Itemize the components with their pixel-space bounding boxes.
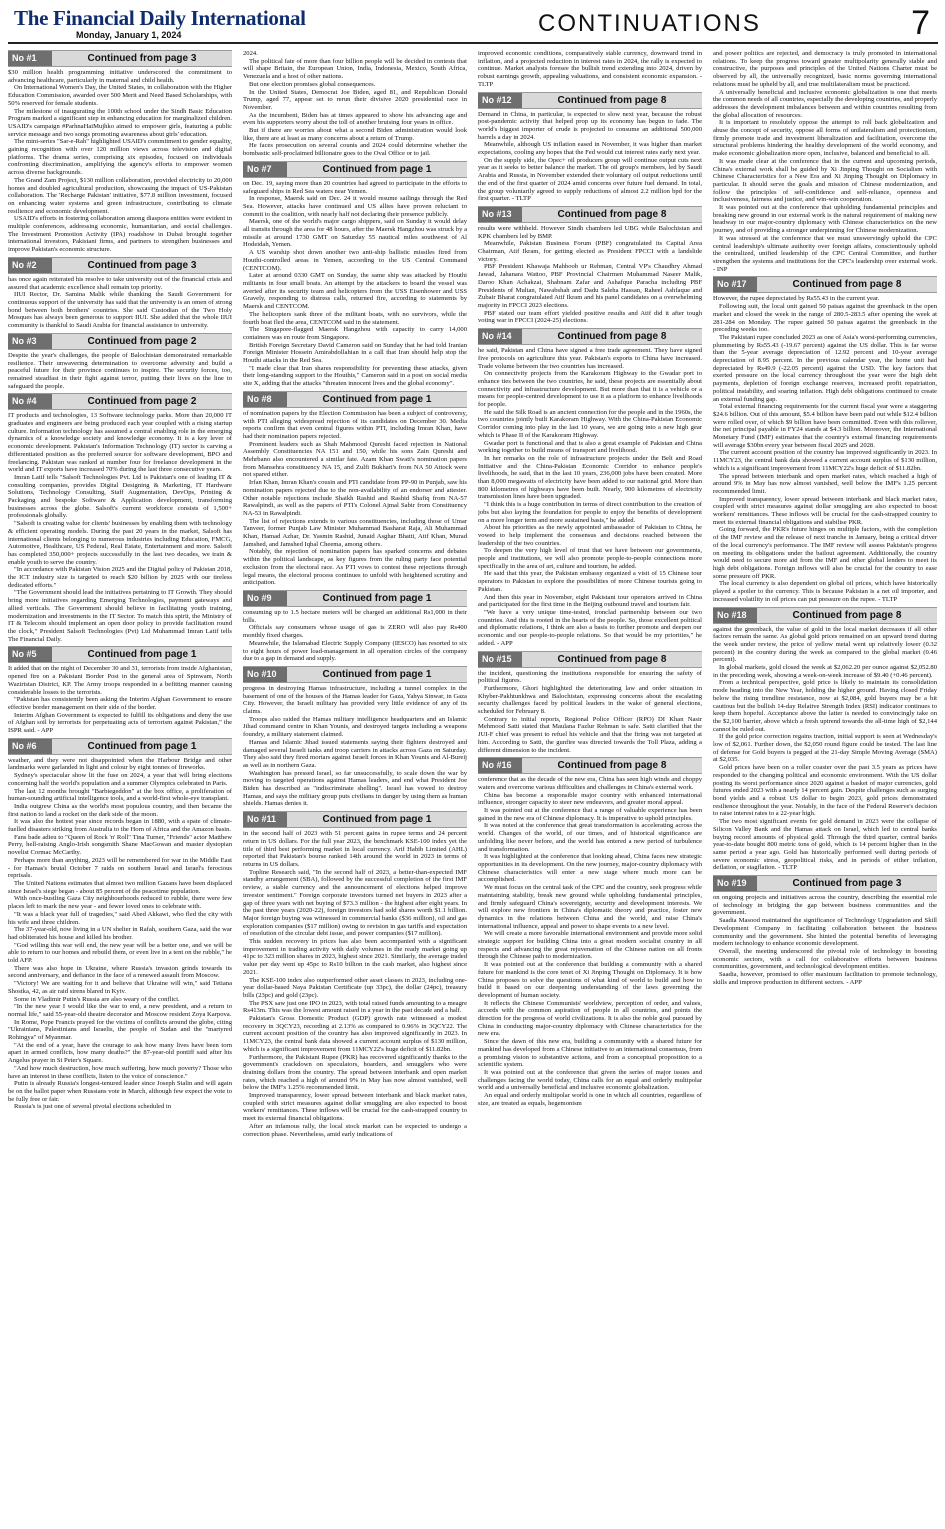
article-paragraph: With once-bustling Gaza City neighbourhoods reduced to rubble, there were few places left to mark the new year - and fewer loved ones to celebrate with. [8,895,232,911]
article-paragraph: Sydney's spectacular show lit the fuse on 2024, a year that will bring elections concerning half the world's population and a summer Olympics celebrated in Paris. [8,772,232,787]
article-paragraph: Improved transparency, lower spread between interbank and black market rates, coupled with strict measures against dollar smuggling are also expected to boost workers' remittances. These inflows will be crucial for the cash-strapped country to meet its external financial obligations and stabilise PKR. [713,495,937,526]
continued-from-label: Continued from page 1 [322,393,432,405]
article-paragraph: The helicopters sank three of the militant boats, with no survivors, while the fourth boat fled the area, CENTCOM said in the statement. [243,310,467,326]
article-number: No #15 [478,652,522,667]
article-paragraph: Going forward, the PKR's future hinges on multiple factors, with the completion of the IMF review and the release of next tranche in January, being a critical driver of the local currency's performance. The IMF review will assess Pakistan's progress on meeting its obligations under the bailout agreement. Additionally, the country would need to secure more aid from the IMF and other global lenders to meet its high debt obligations. Foreign inflows will also be crucial for the country to ease some pressure off PKR. [713,526,937,580]
article-number: No #5 [8,647,52,662]
article-paragraph: But if there are worries about what a second Biden administration would look like, there are at least as many concerns about a return of Trump. [243,127,467,142]
article-paragraph: From a technical perspective, gold price is likely to maintain its consolidation mode heading into the New Year, holding the higher ground. Having closed Friday below the rising trendline resistance, now at $2,084, gold buyers may be a bit cautious but the bullish 14-day Relative Strength Index (RSI) indicator continues to keep them hopeful. Acceptance above the latter is needed to convincingly take on the $2,100 barrier, above which a fresh uptrend towards the all-time high of $2,144 cannot be ruled out. [713,679,937,733]
article-paragraph: About his priorities as the newly appointed ambassador of Pakistan to China, he vowed to help implement the consensus and decisions reached between the leadership of the two countries. [478,524,702,547]
article-paragraph: the incident, questioning the institutions responsible for ensuring the safety of political figures. [478,669,702,685]
article-paragraph: "And how much destruction, how much suffering, how much poverty? Those who have an interest in these conflicts, listen to the voice of conscience." [8,1064,232,1080]
continued-from-label: Continued from page 8 [557,331,667,343]
article-paragraph: Despite the year's challenges, the people of Balochistan demonstrated remarkable resilience. Their unwavering determination to overcome adversity and build a peaceful future for their province continues to inspire. The security forces, too, remained steadfast in their fight against terror, putting their lives on the line to safeguard the people. [8,351,232,390]
continuation-header [478,206,702,223]
article-paragraph: on ongoing projects and initiatives across the country, describing the essential role of technology in bridging the gap between business communities and the government. [713,894,937,917]
page-number: 7 [911,4,930,42]
article-paragraph: Meanwhile, Pakistan Business Forum (PBF) congratulated its Capital Area Chairman, Atif Ikram, for getting elected as President FPCCI with a landslide victory. [478,240,702,263]
article-paragraph: The United Nations estimates that almost two million Gazans have been displaced since Israel's siege began - about 85 percent of the peacetime population. [8,879,232,895]
article-paragraph: It was stressed at the conference that we must unswervingly uphold the CPC central leadership's ultimate authority over foreign affairs, conscientiously uphold the centralized, unified leadership of the CPC Central Committee, and further strengthen the systems and institutions for the CPC's leadership over external work. - INP [713,234,937,273]
article-paragraph: "God willing this war will end, the new year will be a better one, and we will be able to return to our homes and rebuild them, or even live in a tent on the rubble," he told AFP. [8,941,232,965]
article-paragraph: The 37-year-old, now living in a UN shelter in Rafah, southern Gaza, said the war had obliterated his house and killed his brother. [8,926,232,941]
article-paragraph: progress in destroying Hamas infrastructure, including a tunnel complex in the basement of one of the houses of the Hamas leader for Gaza, Yahya Sinwar, in Gaza City. However, the Israeli military has provided very little evidence of any of its claims. [243,684,467,716]
article-paragraph: Topline Research said, "In the second half of 2023, a better-than-expected IMF standby arrangement (SBA), followed by the successful completion of the first IMF review, a stable currency and the announcement of elections helped improve investor sentiment." Foreign corporate investors turned net buyers in 2023 after a gap of three years with net buying of $73.3 million - the highest after eight years. In the past three years (2020-22), foreign investors had sold shares worth $1.1 billion. Major foreign buying was witnessed in commercial banks ($36 million), oil and gas exploration companies ($17 million) owing to revision in gas tariffs and expectation of resolution of the circular debt issue, and power companies ($17 million). [243,868,467,938]
article-paragraph: It is important to resolutely oppose the attempt to roll back globalization and abuse the concept of security, oppose all forms of unilateralism and protectionism, firmly promote trade and investment liberalization and facilitation, overcome the structural problems hindering the healthy development of the world economy, and make economic globalization more open, inclusive, balanced and beneficial to all. [713,119,937,158]
continuation-header [243,590,467,607]
article-paragraph: We will create a more favorable international environment and provide more solid strategic support for building China into a great modern socialist country in all respects and advancing the great rejuvenation of the Chinese nation on all fronts through the Chinese path to modernization. [478,930,702,961]
article-paragraph: In Rome, Pope Francis prayed for the victims of conflicts around the globe, citing "Ukrainians, Palestinians and Israelis, the people of Sudan and the "martyred Rohingya" of Myanmar. [8,1018,232,1042]
article [8,257,232,330]
continuation-header [478,651,702,668]
continued-from-label: Continued from page 1 [87,649,197,661]
masthead [8,4,938,44]
article-paragraph: Total external financing requirements for the current fiscal year were a staggering $24.6 billion. Out of this amount, $5.4 billion have been paid out while $12.4 billion were rolled over, of which $9 billion have been committed. Even with this rollover, the net principal payable in FY24 stands at $4.3 billion. Moreover, the International Monetary Fund (IMF) estimates that the country's external financing requirements will average $30bn every year between fiscal 2025 and 2028. [713,403,937,449]
continuation-header [478,92,702,109]
article-paragraph: It added that on the night of December 30 and 31, terrorists from inside Afghanistan, opened fire on a Pakistani Border Post in the general area of Spinwam, North Waziristan District, KP. The Army troops responded in a befitting manner causing considerable losses to the terrorists. [8,665,232,696]
article-paragraph: "It was a black year full of tragedies," said Abed Akkawi, who fled the city with his wife and three children. [8,910,232,926]
continued-from-label: Continued from page 3 [87,259,197,271]
continuation-header [8,646,232,663]
continuation-header [243,811,467,828]
article-paragraph: he said, Pakistan and China have signed a free trade agreement. They have signed five protocols on agriculture this year. Pakistan's exports to China have increased. Trade volume between the two countries has increased. [478,347,702,370]
article-paragraph: A US warship shot down another two anti-ship ballistic missiles fired from Houthi-controlled areas in Yemen, according to the US Central Command (CENTCOM). [243,249,467,272]
article-paragraph: Overall, the meeting underscored the pivotal role of technology in boosting economic sectors, with a call for collaborative efforts between business communities, government, and technological development entities. [713,947,937,971]
article-paragraph: Perhaps more than anything, 2023 will be remembered for war in the Middle East - for Hamas's brutal October 7 raids on southern Israel and Israel's ferocious reprisals. [8,856,232,880]
article-paragraph: "Pakistan has consistently been asking the Interim Afghan Government to ensure effective border management on their side of the border. [8,696,232,711]
article-paragraph: The two most significant events for gold demand in 2023 were the collapse of Silicon Valley Bank and the Hamas attack on Israel, which led to central banks buying record amounts of physical gold. Through the third quarter, central banks year-to-date bought 800 metric tons of gold, which is 14 percent higher than in the same period a year ago. Gold has historically performed well during periods of severe economic stress, geopolitical risks, and in periods of either inflation, deflation, or stagflation. - TLTP [713,818,937,872]
article-paragraph: The political fate of more than four billion people will be decided in contests that will shape Britain, the European Union, India, Indonesia, Mexico, South Africa, Venezuela and a host of other nations. [243,57,467,81]
article-paragraph: The current account position of the country has improved significantly in 2023. In 11MCY23, the central bank data showed a current account surplus of $130 million, which is a significant improvement from 11MCY22's huge deficit of $11.82bn. [713,449,937,472]
article-paragraph: has once again reiterated his resolve to take university out of the financial crisis and assured that academic excellence shall remain top priority. [8,275,232,291]
article-paragraph: British Foreign Secretary David Cameron said on Sunday that he had told Iranian Foreign Minister Hossein Amirabdollahian in a call that Iran should help stop the Houthi attacks in the Red Sea. [243,341,467,365]
continued-from-label: Continued from page 8 [792,279,902,291]
article-number: No #16 [478,758,522,773]
continuation-header [8,257,232,274]
article-paragraph: results were withheld. However Sindh chambers led UBG while Balochistan and KPK chambers led by BMP. [478,224,702,240]
article-paragraph: It was pointed out at the conference that given the series of major issues and challenges facing the world today, China calls for an equal and orderly multipolar world and a universally beneficial and inclusive economic globalization. [478,1068,702,1092]
article [243,50,467,158]
continuation-header [8,333,232,350]
article-paragraph: Washington has pressed Israel, so far unsuccessfully, to scale down the war by moving to targeted operations against Hamas leaders, and end what President Joe Biden has described as "indiscriminate shelling". Israel has vowed to destroy Hamas, and says the military group puts civilians in danger by using them as human shields. Hamas denies it. [243,769,467,808]
article-paragraph: The Grand Zam Project, $130 million collaboration, provided electricity to 20,000 homes and doubled agricultural production, showcasing the impact of US-Pakistan collaboration. The 'Recharge Pakistan' initiative, $77.8 million investment, focused on enhancing water systems and green infrastructure, contributing to climate resilience and economic development. [8,176,232,215]
article-number: No #13 [478,207,522,222]
article-paragraph: consuming up to 1.5 hectare meters will be charged an additional Rs1,000 in their bills. [243,609,467,624]
article [478,92,702,203]
article-paragraph: "Salsoft is creating value for clients' businesses by enabling them with technology & efficient operating models. During the past 20 years in the market, Salsoft has international clients belonging to numerous industries including Education, FMCG, Automotive, Healthcare, US Federal, Real Estate, Entertainment and more. Salsoft has completed 350,000+ projects successfully in the last two decades, we train & enable youth to serve the country. [8,520,232,566]
article [8,393,232,643]
continuation-header [8,738,232,755]
continued-from-label: Continued from page 1 [322,593,432,604]
article-paragraph: Russia's is just one of several pivotal elections scheduled in [14,1103,172,1111]
article-paragraph: on Dec. 19, saying more than 20 countries had agreed to participate in the efforts to safeguard ships in Red Sea waters near Yemen. [243,179,467,195]
continued-from-label: Continued from page 3 [792,878,902,890]
article-paragraph: In the United States, Democrat Joe Biden, aged 81, and Republican Donald Trump, aged 77, appear set to rerun their divisive 2020 presidential race in November. [243,88,467,111]
article-paragraph: of nomination papers by the Election Commission has been a subject of controversy, with PTI alleging widespread rejection of its candidates on December 30. Media reports confirm that even central figures within PTI, including Imran Khan, have had their nomination papers rejected. [243,409,467,440]
continuation-header [8,50,232,67]
article-paragraph: But one election promises global consequences. [249,80,376,88]
continued-from-label: Continued from page 8 [557,94,667,106]
article-paragraph: Contrary to initial reports, Regional Police Officer (RPO) DI Khan Nasir Mehmood Satti stated that Maulana Fazlur Rehman is safe. Satti clarified that the JUI-F chief was present to refuel his vehicle and that the firing was not targeted at him. According to Satti, the gunfire was directed towards the Toll Plaza, adding a different dimension to the incident. [478,715,702,754]
continuation-header [713,607,937,624]
article-paragraph: The Singapore-flagged Maersk Hangzhou with capacity to carry 14,000 containers was en route from Singapore. [243,326,467,341]
article-number: No #1 [8,51,52,66]
section-title: CONTINUATIONS [538,10,761,37]
continued-from-label: Continued from page 8 [557,760,667,772]
continued-from-label: Continued from page 1 [322,163,432,175]
article-paragraph: Following suit, the local unit gained 50 paisas against the greenback in the open market and closed the week in the range of 280.5-283.5 after opening the week at 281-284 on Monday. The rupee gained 50 paisas against the greenback in the preceding weeks too. [713,303,937,334]
article-paragraph: IT products and technologies, 13 Software technology parks. More than 20,000 IT graduates and engineers are being produced each year coupled with a rising startup culture. Information technology has assumed a central enabling role in the emerging dynamics of a knowledge society and knowledge economy. It is a key lever of economic development. Pakistan's Information Technology (IT) sector is carving a differentiated position as the preferred source for software development, BPO and freelancing. Pakistan was ranked at number four for freelance development in the world and IT exports have increased 70% during the last three consecutive years. [8,412,232,474]
article [478,757,702,1107]
article-paragraph: He said that this year, the Pakistan embassy organized a visit of 15 Chinese tour operators to Pakistan to explore the possibilities of more Chinese tourists going to Pakistan. [478,570,702,593]
continuation-header [478,757,702,774]
continuation-header [478,328,702,345]
article-paragraph: in the second half of 2023 with 51 percent gains in rupee terms and 24 percent return in US dollars. For the full year 2023, the benchmark KSE-100 index yet the title of third best performing market in local currency. Arif Habib Limited (AHL) reported that Pakistan's bourse ranked 14th around the world in 2023 in terms of returns in US dollars. [243,830,467,868]
article-paragraph: As the incumbent, Biden has at times appeared to show his advancing age and even his supporters worry about the toll of another bruising four years in office. [243,111,467,127]
article [243,391,467,587]
article-paragraph: There was also hope in Ukraine, where Russia's invasion grinds towards its second anniversary, and defiance in the face of a renewed assault from Moscow. [8,964,232,980]
continued-from-label: Continued from page 1 [322,668,432,680]
article-paragraph: This sudden recovery in prices has also been accompanied with a significant improvement in trading activity with daily volumes in the ready market going up 41pc to 323 million shares in 2023, highest since 2021. Similarly, the average traded value per day went up 45pc to Rs10 billion in the cash market, also highest since 2021. [243,938,467,976]
article [478,206,702,325]
article [713,875,937,986]
continued-from-label: Continued from page 8 [557,653,667,665]
article-number: No #2 [8,258,52,273]
article-paragraph: If the gold price correction regains traction, initial support is seen at Wednesday's low of $2,061. Further down, the $2,050 round figure could be tested. The last line of defense for Gold buyers is pegged at the 21-day Simple Moving Average (SMA) at $2,035. [713,733,937,764]
article-paragraph: Putin is already Russia's longest-tenured leader since Joseph Stalin and will again be on the ballot paper when Russians vote in March, although few expect the vote to be fully free or fair. [8,1080,232,1103]
article-paragraph: An equal and orderly multipolar world is one in which all countries, regardless of size, are treated as equals, hegemonism [478,1092,702,1107]
article-paragraph: and power politics are rejected, and democracy is truly promoted in international relations. To keep the progress toward greater multipolarity generally stable and constructive, the purposes and principles of the United Nations Charter must be observed by all, the universally recognized, basic norms governing international relations must be upheld by all, and true multilateralism must be practiced. [713,50,937,88]
article-paragraph: Meanwhile, the Islamabad Electric Supply Company (IESCO) has resorted to six to eight hours of power load-management in all operation circles of the company due to a gap in demand and supply. [243,639,467,663]
article-paragraph: PBF President Khawaja Mahboob ur Rehman, Central VP's Chaudhry Ahmad Jawad, Jahanara Wattoo, PBF Provincial Chairmen Muhammad Naseer Malik, Daroo Khan Achakzai, Shabnam Zafar and Ashafque Paracha including PBF Presidents of Multan, Nawabshah and Dadu Saleha Hassan, Raheel Ashfaque and Zubair Bharat congratulated Atif Ikram and his panel candidates on a overwhelming majority in FPCCI 2023 elections. [478,263,702,309]
continued-from-label: Continued from page 8 [792,609,902,621]
article [243,590,467,663]
article-paragraph: PBF stated our team effort yielded positive results and Atif did it after tough voting war in FPCCI (2024-25) elections. [478,309,702,325]
article-paragraph: IIUI Rector, Dr. Samina Malik while thanking the Saudi Government for continuous support of the university has said that the university is an omen of strong bond between both brothers' countries. She said Custodian of the Two Holy Mosques has always been generous to support IIUI. She added that the whole IIUI community is thankful to Saudi Arabia for financial assistance to university. [8,291,232,330]
article-paragraph: Saadia, however, promised to offer maximum facilitation to promote technology, skills and improve production in different sectors. - APP [713,971,937,986]
article-paragraph: "I made clear that Iran shares responsibility for preventing these attacks, given their long-standing support to the Houthis," Cameron said in a post on social media site X, adding that the attacks "threaten innocent lives and the global economy". [243,364,467,388]
continuation-header [243,391,467,408]
article-number: No #19 [713,876,757,891]
article-number: No #10 [243,667,287,682]
article [8,50,232,254]
article-paragraph: The Pakistani rupee concluded 2023 as one of Asia's worst-performing currencies, plummeting by Rs55.43 (-19.67 percent) against the US dollar. This is far worse than the 5-year average depreciation of 12.92 percent and 10-year average depreciation of 8.95 percent. In the previous calendar year, the home unit had depreciated by Rs49.9 (-22.05 percent) against the USD. The key factors that exerted pressure on the local currency throughout the year were the high debt payments, depletion of foreign exchange reserves, increased profit repatriation, political instability, and soaring inflation. High debt obligations continued to create an external funding gap. [713,333,937,403]
article-paragraph: In global markets, gold closed the week at $2,062.20 per ounce against $2,052.80 in the preceding week, showing a week-on-week increase of $9.40 (+0.46 percent). [713,664,937,679]
article [478,328,702,647]
article-paragraph: To deepen the very high level of trust that we have between our governments, people and institutions, we will also promote people-to-people connections more specifically in the area of art, culture and tourism, he added. [478,547,702,570]
article-paragraph: Troops also raided the Hamas military intelligence headquarters and an Islamic Jihad command centre in Khan Younis, and destroyed targets including a weapons foundry, a military statement claimed. [243,715,467,739]
article-paragraph: The last 12 months brought "Barbiegeddon" at the box office, a proliferation of human-sounding artificial intelligence tools, and a world-first whole-eye transplant. [8,787,232,803]
article-paragraph: Gold prices have been on a roller coaster over the past 3.5 years as prices have responded to the changing political and economic environment. With the US dollar posting its worst performance since 2020 against a basket of major currencies, gold futures ended 2023 with a nearly 14 percent gain. Despite challenges such as surging bond yields and a robust US dollar to begin 2023, gold prices demonstrated resilience throughout the year. Notably, in the face of the Federal Reserve's decision to raise interest rates to a 22-year high. [713,764,937,818]
article-paragraph: Officials say consumers whose usage of gas is ZERO will also pay Rs400 monthly fixed charges. [243,624,467,640]
article-paragraph: Imran Latif tells "Salsoft Technologies Pvt. Ltd is Pakistan's one of leading IT & consulting companies, provides Digital Designing & Marketing, IT Hardware Solutions, Technology Consulting, Staff Augmentation, DevOps, Printing & Packaging and bespoke Software & Application development, transforming businesses across the globe. Salsoft's current workforce consists of 1,500+ professionals globally. [8,473,232,520]
article-number: No #17 [713,277,757,292]
article-paragraph: conference that as the decade of the new era, China has seen high winds and choppy waters and overcome various difficulties and challenges in China's external work. [478,776,702,791]
article-paragraph: Pakistan's Gross Domestic Product (GDP) growth rate witnessed a modest recovery in 3QCY23, recording at 2.13% as compared to 0.96% in 3QCY22. The current account position of the country has also improved significantly in 2023. In 11MCY23, the central bank data showed a current account surplus of $130 million, which is a significant improvement from 11MCY22's huge deficit of $11.82bn. [243,1015,467,1053]
article-paragraph: The KSE-100 index also outperformed other asset classes in 2023, including one-year dollar-based Naya Pakistan Certificate (up 33pc), the dollar (24pc), treasury bills (23pc) and gold (23pc). [243,976,467,999]
article-paragraph: And then this year in November, eight Pakistani tour operators arrived in China and participated for the first time in the Beijing outbound travel and tourism fair. [478,593,702,609]
article [713,607,937,873]
article-paragraph: Furthermore, Ghori highlighted the deteriorating law and order situation in Khyber-Pakhtunkhwa and Balochistan, expressing concerns about the escalating security challenges faced by political leaders in the wake of general elections, scheduled for February 8. [478,684,702,716]
article [713,276,937,603]
article [8,646,232,734]
article-paragraph: We must focus on the central task of the CPC and the country, seek progress while maintaining stability, break new ground while upholding fundamental principles, and firmly safeguard China's sovereignty, security and development interests. We will explore new frontiers in China's diplomatic theory and practice, foster new dynamics in the relations between China and the world, and raise China's international influence, appeal and power to shape events to a new level. [478,884,702,930]
article-paragraph: The PSX saw just one IPO in 2023, with total raised funds amounting to a meagre Rs413m. This was the lowest amount raised in a year in the past decade and a half. [243,999,467,1015]
article-paragraph: 2024. [243,50,258,57]
continued-from-label: Continued from page 1 [87,740,197,752]
continued-from-label: Continued from page 3 [87,53,197,64]
article-paragraph: "The Government should lead the initiatives pertaining to IT Growth. They should bring more initiatives regarding Emerging Technologies, payment gateways and allied verticals. The Government should believe in facilitating youth training, modernization and investments in the IT Sector. To match this spirit, the Ministry of IT & Telecom should implement an open door policy to provide facilitation round the clock," President Salsoft Technologies (Pvt) Ltd Muhammad Imran Latif tells The Financial Daily. [8,589,232,643]
article-paragraph: China has become a responsible major country with enhanced international influence, stronger capacity to steer new endeavors, and greater moral appeal. [478,791,702,807]
article-paragraph: "We have a very unique time-tested, ironclad partnership between our two countries. And this is rooted in the hearts of the people. So, those excellent political and diplomatic relations, I think are also a basis to further promote and deepen our economic and our people-to-people relations. So that would be my priorities," he added. - APP [478,609,702,647]
article-paragraph: Since the dawn of this new era, building a community with a shared future for mankind has developed from a Chinese initiative to an international consensus, from a promising vision to substantive actions, and from a conceptual proposition to a scientific system. [478,1038,702,1069]
article-number: No #11 [243,812,287,827]
paper-title: The Financial Daily International [14,6,306,30]
article-number: No #8 [243,392,287,407]
article-paragraph: A universally beneficial and inclusive economic globalization is one that meets the common needs of all countries, especially the developing countries, and properly addresses the development imbalances between and within countries resulting from the global allocation of resources. [713,88,937,119]
issue-date: Monday, January 1, 2024 [76,30,182,40]
article-paragraph: Interim Afghan Government is expected to fulfill its obligations and deny the use of Afghan soil by terrorists for perpetuating acts of terrorism against Pakistan," the ISPR said. - APP [8,711,232,735]
article-paragraph: Demand in China, in particular, is expected to slow next year, because the robust post-pandemic activity that helped prop up its economy has begun to fade. The world's biggest importer of crude is projected to consume an additional 500,000 barrels a day in 2024. [478,110,702,141]
article-paragraph: Hamas and Islamic Jihad issued statements saying their fighters destroyed and damaged several Israeli tanks and troop carriers in attacks across Gaza on Saturday. They also said they fired mortars against Israeli forces in Khan Younis and Al-Bureij as well as in northern Gaza. [243,738,467,769]
article-paragraph: Saadia Masood maintained the significance of Technology Upgradation and Skill Development Company in facilitating collaboration between the business community and the government. She hinted the potential benefits of leveraging modern technology to enhance economic development. [713,917,937,948]
article-number: No #7 [243,162,287,177]
article-paragraph: It was noted at the conference that great transformation is accelerating across the world. Changes of the world, of our times, and of historical significance are unfolding like never before, and the world has entered a new period of turbulence and transformation. [478,822,702,853]
article-paragraph: USAID's efforts in fostering collaboration among diaspora entities were evident in multiple conferences, addressing economic, humanitarian, and social challenges. The Investment Promotion Activity (IPA) roadshow in Dubai brought together international investors, Pakistani firms, and partners to strengthen businesses and improve Pakistan's economic structure. [8,215,232,254]
article-paragraph: On connectivity projects from the Karakoram Highway to the Gwadar port to enhance ties between the two countries, he said, these projects are essentially about connectivity and infrastructure development. But more than that it is a vehicle or a means for people-centred development to use it as a platform to enhance livelihoods for people. [478,370,702,409]
article-number: No #9 [243,591,287,606]
article [8,333,232,391]
article-paragraph: In response, Maersk said on Dec. 24 it would resume sailings through the Red Sea. However, attacks have continued and US allies have proven reluctant to commit to the coalition, with nearly half not declaring their presence publicly. [243,195,467,218]
continued-from-label: Continued from page 1 [322,814,432,826]
article-paragraph: However, the rupee depreciated by Rs55.43 in the current year. [713,295,880,303]
article-number: No #12 [478,93,522,108]
column-1 [8,50,232,1522]
article-paragraph: The local currency is also dependent on global oil prices, which have historically played a spoiler to the currency. This is because Pakistan is a net oil importer, and increased volatility in oil prices can put pressure on the rupee. - TLTP [713,580,937,603]
continuation-header [713,875,937,892]
article-paragraph: Meanwhile, although US inflation eased in November, it was higher than market expectations, cooling any hopes that the Fed would cut interest rates early next year. [478,141,702,157]
article [243,811,467,1138]
article-paragraph: Some in Vladimir Putin's Russia are also weary of the conflict. [14,995,180,1003]
article-paragraph: Furthermore, the Pakistani Rupee (PKR) has recovered significantly thanks to the government's crackdown on speculators, hoarders, and smugglers who were draining dollars from the country. The spread between interbank and open market rates, which reached a high of around 9% in May has now almost vanished, well below the IMF's 1.25% recommended limit. [243,1053,467,1092]
article-paragraph: In her remarks on the role of infrastructure projects under the Belt and Road Initiative and the China-Pakistan Economic Corridor to enhance people's livelihoods, he said, that in the last 10 years, 236,000 jobs have been created. More than 8,000 megawatts of electricity have been added to our national grid. More than 800 kilometres of highways have been built. Nearly, 900 kilometres of electricity transmission lines have been upgraded. [478,454,702,501]
article-paragraph: Irfan Khan, Imran Khan's cousin and PTI candidate from PP-90 in Punjab, saw his nomination papers rejected due to the non-availability of an endorser and attester. Other notable rejections include Shaikh Rashid and Rashid Shafiq from NA-57 Rawalpindi, as well as the papers of PTI's Colonel Ajmal Sabir from Constituency NA-53 in Rawalpindi. [243,479,467,517]
article-number: No #14 [478,329,522,344]
article-paragraph: $30 million health programming initiative underscored the commitment to advancing healthcare, particularly in maternal and child health. [8,69,232,84]
article-paragraph: Maersk, one of the world's major cargo shippers, said on Sunday it would delay all transits through the area for 48 hours, after the Maersk Hangzhou was struck by a missile at around 1730 GMT on Saturday 55 nautical miles southwest of Al Hodeidah, Yemen. [243,218,467,249]
article-paragraph: Fans bade adieu to "Queen of Rock 'n' Roll" Tina Turner, "Friends" actor Matthew Perry, hell-raising Anglo-Irish songsmith Shane MacGowan and master dystopian novelist Cormac McCarthy. [8,833,232,857]
article-paragraph: After an infamous rally, the local stock market can be expected to undergo a correction phase. Nevertheless, amid early indications of [243,1122,467,1138]
article-number: No #6 [8,739,52,754]
continuation-header [243,161,467,178]
column-2 [243,50,467,1522]
continued-from-label: Continued from page 8 [557,208,667,220]
article-paragraph: The list of rejections extends to various constituencies, including those of Umar Tanveer, former Punjab Law Minister Muhammad Basharat Raja, Ali Muhammad Khan, Hamad Azhar, Dr. Yasmin Rashid, Junaid Asghar Bhatti, Atif Khan, Murad Jamshed, and Jamshed Iqbal Cheema, among others. [243,517,467,548]
article-paragraph: against the greenback, the value of gold in the local market decreases if all other factors remain the same. As global gold prices remained on an upward trend during the week under review, the price of yellow metal went up relatively lower (0.32 percent) in the country during the week as compared to the global market (0.46 percent). [713,625,937,664]
article-number: No #4 [8,394,52,409]
article-paragraph: Prominent leaders such as Shah Mahmood Qureshi faced rejection in National Assembly Constituencies NA 151 and 150, while his sons Zain Qureshi and Mehrbano also encountered a similar fate. Azam Khan Swati's nomination papers from Mansehra constituency NA 15, and Zulfi Bukhari's from NA 50 Attock were not spared either. [243,440,467,479]
article-paragraph: Later at around 0330 GMT on Sunday, the same ship was attacked by Houthi militants in four small boats. An attempt by the attackers to board the vessel was averted after its security team and helicopters from the USS Eisenhower and USS Gravely, responding to distress calls, returned fire, according to statements by Maersk and CENTCOM. [243,272,467,311]
continuation-header [713,276,937,293]
article-paragraph: The spread between interbank and open market rates, which reached a high of around 9% in May has now almost vanished, well below the IMF's 1.25 percent recommended limit. [713,472,937,495]
article-paragraph: It was also the hottest year since records began in 1880, with a spate of climate-fuelled disasters striking from Australia to the Horn of Africa and the Amazon basin. [8,818,232,834]
continuation-header [8,393,232,410]
article-paragraph: weather, and they were not disappointed when the Harbour Bridge and other landmarks were garlanded in light and colour by eight tonnes of fireworks. [8,756,232,772]
article-paragraph: "At the end of a year, have the courage to ask how many lives have been torn apart in armed conflicts, how many deaths?" the 87-year-old pontiff said after his Angelus prayer in St Peter's Square. [8,1041,232,1065]
article-paragraph: It was pointed out at the conference that a range of valuable experience has been gained in the new era of Chinese diplomacy. It is imperative to uphold principles. [478,807,702,822]
article-paragraph: Notably, the rejection of nomination papers has sparked concerns and debates within the political landscape, as key figures from the ruling party face potential exclusion from the electoral race. As PTI vows to contest these rejections through legal means, the electoral process continues to unfold with heightened scrutiny and anticipation. [243,548,467,587]
article-paragraph: India outgrew China as the world's most populous country, and then became the first nation to land a rocket on the dark side of the moon. [8,802,232,818]
article-paragraph: Improved transparency, lower spread between interbank and black market rates, coupled with strict measures against dollar smuggling are also expected to boost workers' remittances. These inflows will be crucial for the cash-strapped country to meet its external financial obligations. [243,1092,467,1123]
article-paragraph: "I think this is a huge contribution in terms of direct contribution to the creation of jobs but also laying the foundation for people to enjoy the benefits of development on a more longer term and more sustained basis," he added. [478,501,702,524]
continued-from-label: Continued from page 2 [87,335,197,347]
continuation-header [243,666,467,683]
article-paragraph: It was highlighted at the conference that looking ahead, China faces new strategic opportunities in its development. On the new journey, major-country diplomacy with Chinese characteristics will enter a new stage where much more can be accomplished. [478,853,702,884]
article-paragraph: Gwadar port is functional and that is also a great example of Pakistan and China working together to build means of transport and livelihood. [478,439,702,455]
article [478,50,702,89]
article-paragraph: He said the Silk Road is an ancient connection for the people and in the 1960s, the two countries jointly built Karakoram Highway. With the China-Pakistan Economic Corridor coming into play in the last 10 years, we are going into a new high gear which is Phase II of the Karakoram Highway. [478,408,702,439]
article-paragraph: The mini-series "Sar-e-Rah" highlighted USAID's commitment to gender equality, gaining recognition with over 120 million views across television and digital platforms. The drama series, comprising six episodes, focused on individuals confronting discrimination, amplifying the agency's efforts to empower women across diverse backgrounds. [8,138,232,177]
article-number: No #3 [8,334,52,349]
article-paragraph: The milestone of inaugurating the 100th school under the Sindh Basic Education Program marked a significant step in enhancing education for marginalized children. USAID's campaign #ParhnaHaiMujhko aimed to empower girls, featuring a public service message and two songs promoting awareness about girls' education. [8,107,232,138]
article-paragraph: It was made clear at the conference that in the current and upcoming periods, China's external work shall be guided by Xi Jinping Thought on Socialism with Chinese Characteristics for a New Era and Xi Jinping Thought on Diplomacy in particular. It should serve the goals and mission of Chinese modernization, and follow the principles of self-confidence and self-reliance, openness and inclusiveness, fairness and justice, and win-win cooperation. [713,157,937,204]
article-number: No #18 [713,608,757,623]
article-paragraph: "Victory! We are waiting for it and believe that Ukraine will win," said Tetiana Shostka, 42, as air raid sirens blared in Kyiv. [8,980,232,995]
article [243,161,467,388]
article-paragraph: It was pointed out at the conference that building a community with a shared future for mankind is the core tenet of Xi Jinping Thought on Diplomacy. It is how China proposes to solve the questions of what kind of world to build and how to build it based on our deepening understanding of the laws governing the development of human society. [478,961,702,999]
continued-from-label: Continued from page 2 [87,396,197,408]
column-3 [478,50,702,1522]
article-paragraph: On International Women's Day, the United States, in collaboration with the Higher Education Commission, awarded over 500 Merit and Need Based Scholarships, with 50% reserved for female students. [8,84,232,107]
article-paragraph: It reflects the Chinese Communists' worldview, perception of order, and values, accords with the common aspiration of people in all countries, and points the direction for the progress of world civilizations. It is also the noble goal pursued by China in conducting major-country diplomacy with Chinese characteristics for the new era. [478,999,702,1038]
article-paragraph: "In the new year I would like the war to end, a new president, and a return to normal life," said 55-year-old theatre decorator and Moscow resident Zoya Karpova. [8,1003,232,1018]
article-paragraph: improved economic conditions, comparatively stable currency, downward trend in inflation, and a projected reduction in interest rates in 2024, the rally is expected to continue. Market analysts foresee the bullish trend extending into 2024, driven by robust earnings growth, appealing valuations, and consistent economic expansion. - TLTP [478,50,702,88]
article-paragraph: On the supply side, the Opec+ oil producers group will continue output cuts next year as it seeks to better balance the market. The oil group's members, led by Saudi Arabia and Russia, in November extended their voluntary oil output reductions until the end of the first quarter of 2024 amid concerns over future fuel demand. In total, the group voluntarily agreed to supply reductions of almost 2.2 million bpd for the first quarter. - TLTP [478,156,702,203]
article-paragraph: He faces prosecution on several counts and 2024 could determine whether the bombastic self-proclaimed billionaire goes to the Oval Office or to jail. [243,142,467,158]
column-4 [713,50,937,1522]
article-paragraph: "In accordance with Pakistan Vision 2025 and the Digital policy of Pakistan 2018, the ICT industry size is targeted to reach $20 billion by 2025 with our tireless dedicated efforts." [8,566,232,589]
article [243,666,467,808]
article [478,651,702,755]
article [8,738,232,1111]
article-paragraph: It was pointed out at the conference that upholding fundamental principles and breaking new ground in our external work is the natural requirement of making new headway in our major-country diplomacy with Chinese characteristics on the new journey, and of providing a stronger underpinning for Chinese modernization. [713,204,937,235]
article [713,50,937,273]
